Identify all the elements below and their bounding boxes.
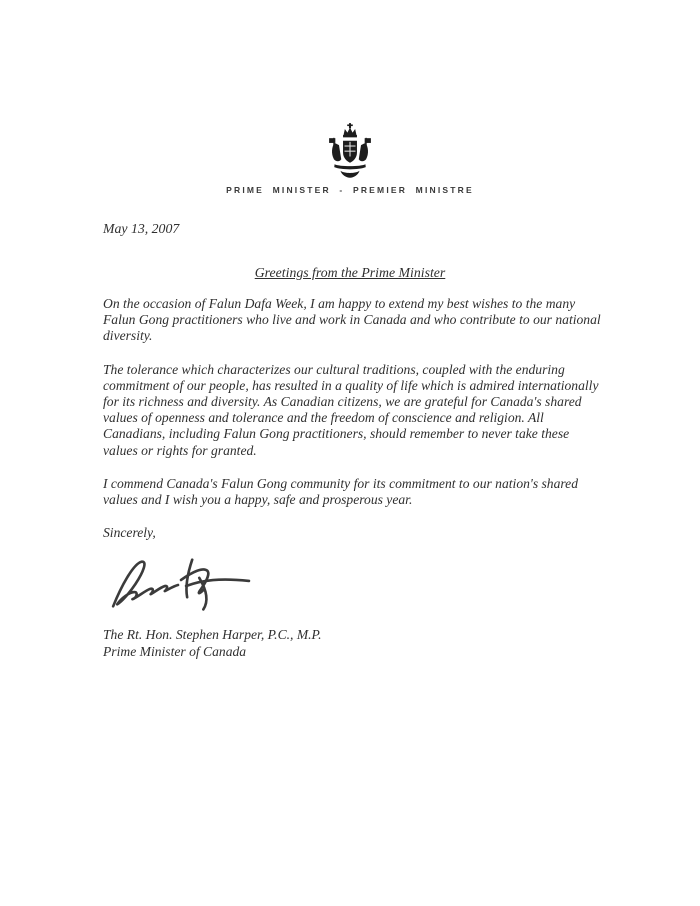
- canada-coat-of-arms-icon: [328, 123, 372, 179]
- letterhead: [0, 123, 700, 195]
- signer-block: [103, 626, 322, 660]
- letter-closing: Sincerely,: [103, 525, 156, 541]
- signer-title: Prime Minister of Canada: [103, 644, 247, 659]
- letter-paragraph: I commend Canada's Falun Gong community for its commitment to our nation's shared values and I wish you a happy, safe and prosperous year.: [103, 475, 579, 508]
- letter-date: May 13, 2007: [103, 221, 180, 236]
- letter-paragraph: The tolerance which characterizes our cultural traditions, coupled with the enduring commitment of our people, has resulted in a quality of life which is admired internationally for its richness and diversity. As Canadian citizens, we are grateful for Canada's shared values of openness and tolerance and the freedom of conscience and religion. All Canadians, including Falun Gong practitioners, should remember to never take these values or rights for granted.: [103, 361, 599, 458]
- letter-paragraph: On the occasion of Falun Dafa Week, I am happy to extend my best wishes to the many Falun Gong practitioners who live and work in Canada and who contribute to our national diversity.: [103, 296, 601, 344]
- letter-body: [103, 296, 606, 558]
- signer-name: The Rt. Hon. Stephen Harper, P.C., M.P.: [103, 627, 322, 642]
- letter-heading: Greetings from the Prime Minister: [254, 265, 446, 280]
- letterhead-title: PRIME MINISTER - PREMIER MINISTRE: [226, 185, 474, 195]
- signature-stephen-harper: [101, 551, 253, 615]
